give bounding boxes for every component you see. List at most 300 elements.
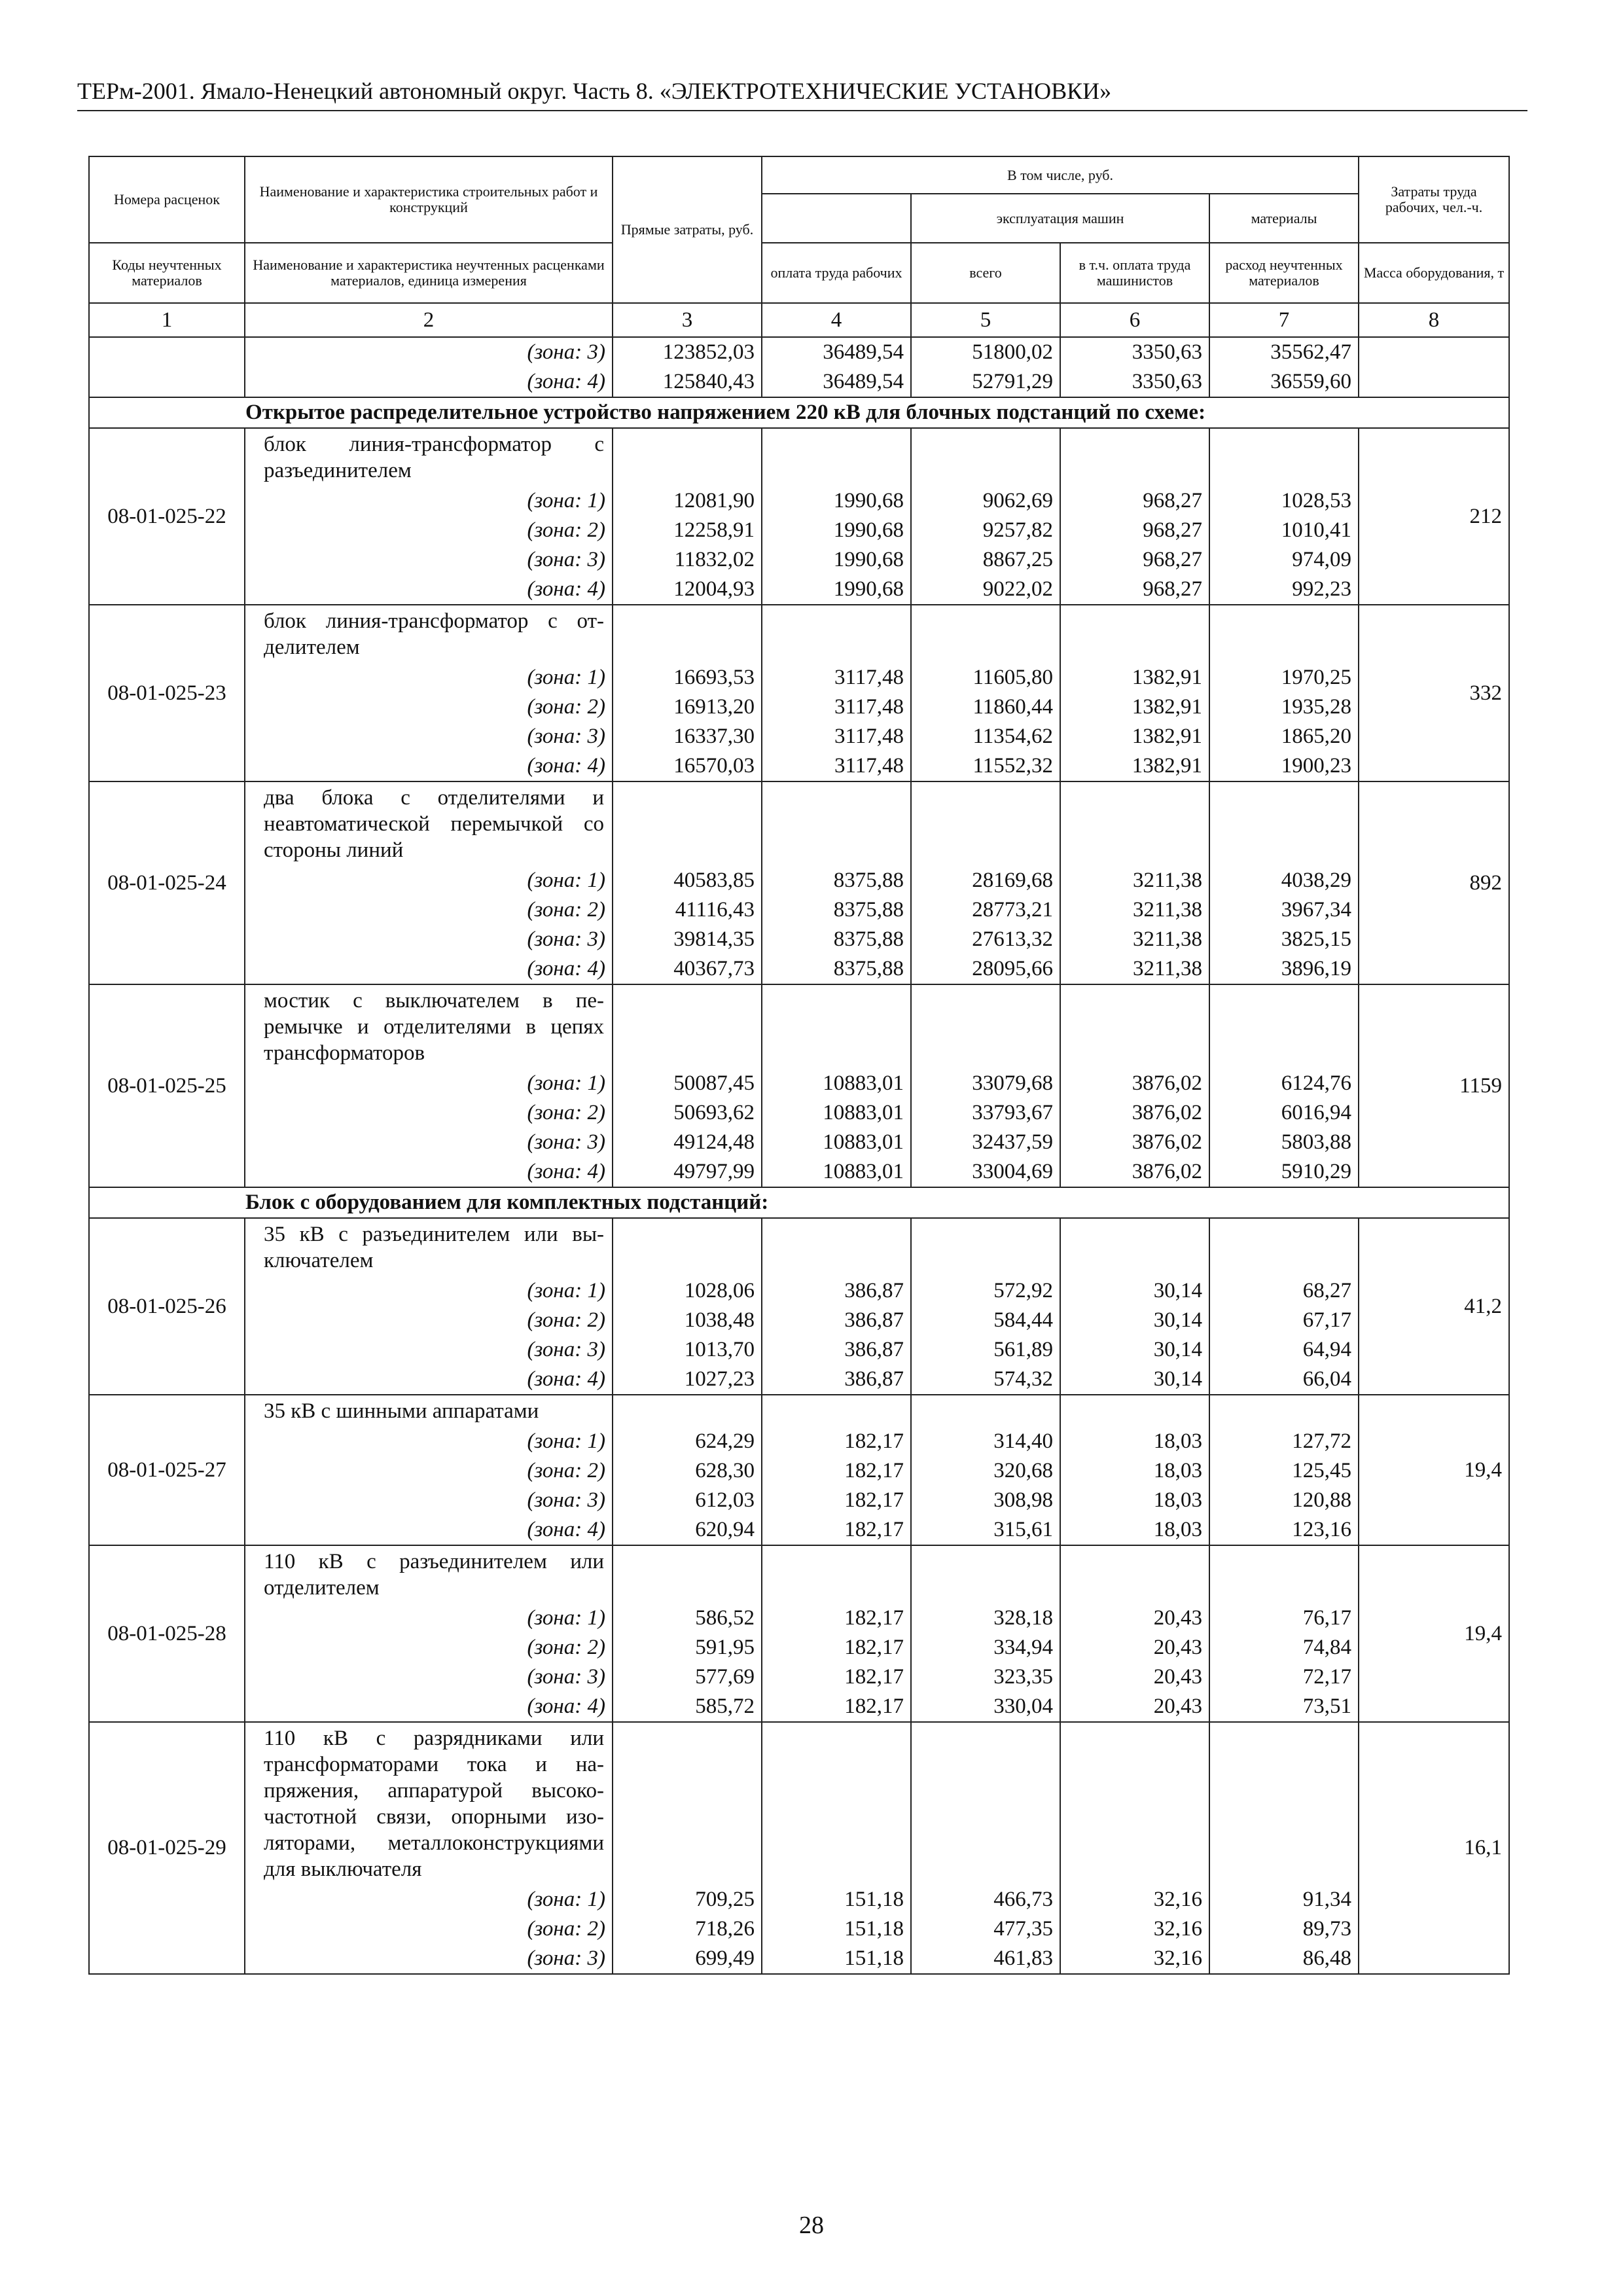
zone-label: (зона: 2) [245,1456,613,1486]
labor-pay: 1990,68 [762,575,911,605]
machines-total: 11552,32 [911,751,1060,781]
rate-code: 08-01-025-26 [89,1218,245,1395]
labor-pay: 10883,01 [762,1128,911,1157]
direct-costs: 718,26 [613,1914,762,1944]
operators-pay: 1382,91 [1060,692,1209,722]
blank-cell [1209,781,1359,866]
direct-costs: 612,03 [613,1486,762,1515]
labor-pay: 3117,48 [762,751,911,781]
direct-costs: 12081,90 [613,486,762,516]
zone-label: (зона: 1) [245,486,613,516]
blank-cell [1060,1395,1209,1427]
zone-row [89,1098,1509,1128]
blank-cell [1209,984,1359,1069]
zone-row [89,1914,1509,1944]
direct-costs: 628,30 [613,1456,762,1486]
operators-pay: 3350,63 [1060,367,1209,397]
labor-pay: 182,17 [762,1456,911,1486]
blank-cell [911,1218,1060,1276]
materials-cost: 3967,34 [1209,895,1359,925]
blank-cell [762,781,911,866]
zone-label: (зона: 2) [245,1306,613,1335]
labor-costs: 332 [1359,605,1509,781]
zone-row [89,516,1509,545]
direct-costs: 1028,06 [613,1276,762,1306]
table-header [89,156,1509,337]
blank-cell [762,1395,911,1427]
labor-costs: 19,4 [1359,1545,1509,1722]
operators-pay: 30,14 [1060,1276,1209,1306]
column-number: 8 [1359,303,1509,337]
labor-pay: 8375,88 [762,895,911,925]
blank-cell [1060,1218,1209,1276]
labor-pay: 386,87 [762,1365,911,1395]
section-row [89,397,1509,428]
operators-pay: 3211,38 [1060,866,1209,895]
blank-cell [911,1545,1060,1604]
machines-total: 466,73 [911,1885,1060,1914]
zone-label: (зона: 3) [245,1944,613,1974]
materials-cost: 68,27 [1209,1276,1359,1306]
labor-costs: 41,2 [1359,1218,1509,1395]
column-number: 7 [1209,303,1359,337]
zone-label: (зона: 4) [245,367,613,397]
direct-costs: 40583,85 [613,866,762,895]
work-description: мостик с выключателем в перемычке и отделителями в цепях трансформаторов [245,984,613,1069]
labor-pay: 386,87 [762,1335,911,1365]
direct-costs: 50087,45 [613,1069,762,1098]
zone-label: (зона: 3) [245,545,613,575]
zone-row [89,1662,1509,1692]
zone-label: (зона: 2) [245,1098,613,1128]
blank-cell [613,1545,762,1604]
materials-cost: 1900,23 [1209,751,1359,781]
operators-pay: 968,27 [1060,486,1209,516]
zone-row [89,1306,1509,1335]
zone-label: (зона: 4) [245,1365,613,1395]
rate-code: 08-01-025-28 [89,1545,245,1722]
direct-costs: 40367,73 [613,954,762,984]
zone-row [89,1128,1509,1157]
work-description: блок линия-трансформатор с разъединителем [245,428,613,486]
materials-header: материалы [1209,194,1359,243]
blank-cell [613,428,762,486]
labor-pay: 3117,48 [762,692,911,722]
machines-total: 11354,62 [911,722,1060,751]
zone-label: (зона: 1) [245,1885,613,1914]
labor-costs [1359,337,1509,397]
labor-pay: 1990,68 [762,516,911,545]
work-description: 110 кВ с разрядниками или трансформаторами тока и напряжения, аппаратурой высокочастотной связи, опорными изоляторами, металлоконструкциями для выключателя [245,1722,613,1885]
zone-label: (зона: 1) [245,866,613,895]
rate-code: 08-01-025-22 [89,428,245,605]
materials-cost: 1010,41 [1209,516,1359,545]
operators-pay: 32,16 [1060,1914,1209,1944]
machines-total: 323,35 [911,1662,1060,1692]
labor-costs: 16,1 [1359,1722,1509,1974]
materials-cost: 6016,94 [1209,1098,1359,1128]
machines-total: 28773,21 [911,895,1060,925]
operators-pay: 20,43 [1060,1633,1209,1662]
materials-cost: 3896,19 [1209,954,1359,984]
labor-pay: 386,87 [762,1276,911,1306]
machines-total: 32437,59 [911,1128,1060,1157]
zone-row [89,1885,1509,1914]
labor-costs: 892 [1359,781,1509,984]
materials-cost: 5910,29 [1209,1157,1359,1187]
direct-costs: 49797,99 [613,1157,762,1187]
materials-cost: 6124,76 [1209,1069,1359,1098]
zone-label: (зона: 4) [245,575,613,605]
machines-total: 11860,44 [911,692,1060,722]
operators-pay: 3350,63 [1060,337,1209,367]
machines-total: 9257,82 [911,516,1060,545]
unaccounted-materials-header: расход неучтенных материалов [1209,243,1359,303]
zone-row [89,895,1509,925]
direct-costs: 624,29 [613,1427,762,1456]
zone-label: (зона: 2) [245,516,613,545]
work-description: 35 кВ с разъединителем или выключателем [245,1218,613,1276]
operators-pay: 20,43 [1060,1604,1209,1633]
direct-costs: 1013,70 [613,1335,762,1365]
labor-pay: 182,17 [762,1515,911,1545]
zone-row [89,486,1509,516]
blank-cell [762,428,911,486]
direct-costs: 49124,48 [613,1128,762,1157]
zone-label: (зона: 3) [245,1486,613,1515]
labor-pay: 1990,68 [762,545,911,575]
direct-costs: 699,49 [613,1944,762,1974]
rate-code: 08-01-025-25 [89,984,245,1187]
zone-row [89,954,1509,984]
blank-cell [613,984,762,1069]
blank-cell [1060,781,1209,866]
section-title: Блок с оборудованием для комплектных подстанций: [89,1187,1509,1218]
materials-cost: 1935,28 [1209,692,1359,722]
operators-pay: 18,03 [1060,1456,1209,1486]
zone-row [89,1365,1509,1395]
zone-label: (зона: 1) [245,1604,613,1633]
machines-total: 28169,68 [911,866,1060,895]
zone-label: (зона: 4) [245,1515,613,1545]
item-row [89,1545,1509,1604]
operators-pay: 3211,38 [1060,895,1209,925]
zone-row [89,751,1509,781]
materials-cost: 66,04 [1209,1365,1359,1395]
column-number: 2 [245,303,613,337]
materials-cost: 123,16 [1209,1515,1359,1545]
labor-pay: 8375,88 [762,925,911,954]
direct-costs: 16693,53 [613,663,762,692]
blank-cell [911,428,1060,486]
direct-costs: 709,25 [613,1885,762,1914]
page-number: 28 [799,2212,824,2239]
operators-pay: 3876,02 [1060,1069,1209,1098]
zone-row [89,1604,1509,1633]
materials-cost: 64,94 [1209,1335,1359,1365]
zone-label: (зона: 3) [245,1662,613,1692]
materials-cost: 1865,20 [1209,722,1359,751]
column-number: 5 [911,303,1060,337]
labor-pay: 182,17 [762,1662,911,1692]
labor-pay: 10883,01 [762,1157,911,1187]
zone-row [89,1515,1509,1545]
direct-costs: 620,94 [613,1515,762,1545]
machines-total: 574,32 [911,1365,1060,1395]
machines-total: 51800,02 [911,337,1060,367]
col2-top-header: Наименование и характеристика строительных работ и конструкций [245,156,613,243]
labor-pay: 386,87 [762,1306,911,1335]
materials-cost: 992,23 [1209,575,1359,605]
operators-pay: 3211,38 [1060,954,1209,984]
labor-pay: 10883,01 [762,1069,911,1098]
labor-pay: 1990,68 [762,486,911,516]
direct-costs: 39814,35 [613,925,762,954]
labor-pay: 182,17 [762,1692,911,1722]
direct-costs: 1027,23 [613,1365,762,1395]
rate-code: 08-01-025-29 [89,1722,245,1974]
machines-total: 52791,29 [911,367,1060,397]
labor-costs: 19,4 [1359,1395,1509,1545]
zone-row [89,1456,1509,1486]
machines-total: 477,35 [911,1914,1060,1944]
zone-label: (зона: 2) [245,1914,613,1944]
materials-cost: 89,73 [1209,1914,1359,1944]
zone-row [89,692,1509,722]
item-row [89,1395,1509,1427]
item-row [89,1722,1509,1885]
machines-total: 315,61 [911,1515,1060,1545]
machines-total: 11605,80 [911,663,1060,692]
direct-costs: 11832,02 [613,545,762,575]
item-row [89,1218,1509,1276]
blank-cell [1060,1722,1209,1885]
zone-row [89,866,1509,895]
operators-pay: 18,03 [1060,1427,1209,1456]
running-header: ТЕРм-2001. Ямало-Ненецкий автономный округ. Часть 8. «ЭЛЕКТРОТЕХНИЧЕСКИЕ УСТАНОВКИ» [77,77,1527,111]
direct-costs: 586,52 [613,1604,762,1633]
labor-pay-header: оплата труда рабочих [762,243,911,303]
rate-code: 08-01-025-24 [89,781,245,984]
labor-pay: 182,17 [762,1633,911,1662]
materials-cost: 974,09 [1209,545,1359,575]
labor-pay: 3117,48 [762,722,911,751]
machines-total: 328,18 [911,1604,1060,1633]
blank-cell [1209,605,1359,663]
operators-pay: 968,27 [1060,516,1209,545]
materials-cost: 74,84 [1209,1633,1359,1662]
operators-pay: 1382,91 [1060,722,1209,751]
zone-row [89,1276,1509,1306]
zone-row [89,1157,1509,1187]
zone-label: (зона: 3) [245,1128,613,1157]
zone-label: (зона: 1) [245,1427,613,1456]
materials-cost: 4038,29 [1209,866,1359,895]
operators-pay: 30,14 [1060,1306,1209,1335]
machines-total: 308,98 [911,1486,1060,1515]
operators-pay: 18,03 [1060,1515,1209,1545]
operators-pay: 3876,02 [1060,1098,1209,1128]
materials-cost: 35562,47 [1209,337,1359,367]
machines-total: 9062,69 [911,486,1060,516]
item-row [89,984,1509,1069]
zone-label: (зона: 4) [245,954,613,984]
work-description: блок линия-трансформатор с отделителем [245,605,613,663]
direct-costs: 16913,20 [613,692,762,722]
column-number: 4 [762,303,911,337]
zone-row [89,1335,1509,1365]
zone-row [89,925,1509,954]
zone-row [89,545,1509,575]
including-header: В том числе, руб. [762,156,1359,194]
labor-pay: 36489,54 [762,367,911,397]
section-title: Открытое распределительное устройство напряжением 220 кВ для блочных подстанций по схеме: [89,397,1509,428]
direct-costs: 12004,93 [613,575,762,605]
operators-pay: 18,03 [1060,1486,1209,1515]
blank-cell [911,1395,1060,1427]
labor-pay: 151,18 [762,1944,911,1974]
rate-code: 08-01-025-23 [89,605,245,781]
blank-cell [1060,984,1209,1069]
machines-total: 8867,25 [911,545,1060,575]
direct-costs: 123852,03 [613,337,762,367]
zone-label: (зона: 4) [245,751,613,781]
zone-label: (зона: 3) [245,1335,613,1365]
work-description: 35 кВ с шинными аппаратами [245,1395,613,1427]
direct-costs: 16337,30 [613,722,762,751]
operators-pay-header: в т.ч. оплата труда машинистов [1060,243,1209,303]
zone-label: (зона: 1) [245,663,613,692]
blank-cell [911,984,1060,1069]
zone-label: (зона: 3) [245,722,613,751]
blank-cell [762,1218,911,1276]
materials-cost: 3825,15 [1209,925,1359,954]
operators-pay: 30,14 [1060,1365,1209,1395]
labor-costs: 212 [1359,428,1509,605]
rate-code [89,337,245,397]
operators-pay: 3211,38 [1060,925,1209,954]
machines-total: 561,89 [911,1335,1060,1365]
materials-cost: 1028,53 [1209,486,1359,516]
machines-total: 461,83 [911,1944,1060,1974]
machines-total: 314,40 [911,1427,1060,1456]
materials-cost: 86,48 [1209,1944,1359,1974]
col8-bottom-header: Масса оборудования, т [1359,243,1509,303]
rate-code: 08-01-025-27 [89,1395,245,1545]
machines-header: эксплуатация машин [911,194,1209,243]
item-row [89,428,1509,486]
materials-cost: 5803,88 [1209,1128,1359,1157]
blank-cell [911,605,1060,663]
blank-cell [911,781,1060,866]
zone-row [89,1633,1509,1662]
direct-costs: 585,72 [613,1692,762,1722]
direct-costs-header: Прямые затраты, руб. [613,156,762,303]
work-description: два блока с отделителями и неавтоматической перемычкой со стороны линий [245,781,613,866]
zone-label: (зона: 2) [245,1633,613,1662]
materials-cost: 76,17 [1209,1604,1359,1633]
col1-bottom-header: Коды неучтенных материалов [89,243,245,303]
machines-total: 28095,66 [911,954,1060,984]
operators-pay: 968,27 [1060,545,1209,575]
column-number: 6 [1060,303,1209,337]
operators-pay: 968,27 [1060,575,1209,605]
blank-cell [613,1722,762,1885]
zone-row [89,1692,1509,1722]
blank-cell [1209,428,1359,486]
operators-pay: 20,43 [1060,1692,1209,1722]
blank-cell [762,1722,911,1885]
zone-row [89,575,1509,605]
materials-cost: 67,17 [1209,1306,1359,1335]
zone-label: (зона: 3) [245,925,613,954]
blank-cell [1060,605,1209,663]
zone-row [89,722,1509,751]
item-row [89,781,1509,866]
zone-label: (зона: 3) [245,337,613,367]
labor-pay: 10883,01 [762,1098,911,1128]
operators-pay: 30,14 [1060,1335,1209,1365]
zone-row [89,663,1509,692]
zone-row [89,367,1509,397]
machines-total-header: всего [911,243,1060,303]
direct-costs: 41116,43 [613,895,762,925]
materials-cost: 120,88 [1209,1486,1359,1515]
labor-pay: 151,18 [762,1885,911,1914]
zone-label: (зона: 4) [245,1692,613,1722]
zone-label: (зона: 1) [245,1069,613,1098]
direct-costs: 16570,03 [613,751,762,781]
blank-cell [613,781,762,866]
machines-total: 330,04 [911,1692,1060,1722]
blank-cell [613,1218,762,1276]
col1-top-header: Номера расценок [89,156,245,243]
column-number: 3 [613,303,762,337]
labor-pay: 3117,48 [762,663,911,692]
materials-cost: 1970,25 [1209,663,1359,692]
direct-costs: 12258,91 [613,516,762,545]
machines-total: 27613,32 [911,925,1060,954]
operators-pay: 3876,02 [1060,1128,1209,1157]
zone-label: (зона: 1) [245,1276,613,1306]
blank-header-cell [762,194,911,243]
operators-pay: 32,16 [1060,1944,1209,1974]
machines-total: 572,92 [911,1276,1060,1306]
blank-cell [1209,1722,1359,1885]
section-row [89,1187,1509,1218]
labor-pay: 182,17 [762,1486,911,1515]
machines-total: 9022,02 [911,575,1060,605]
blank-cell [1209,1395,1359,1427]
labor-pay: 151,18 [762,1914,911,1944]
operators-pay: 1382,91 [1060,751,1209,781]
zone-row [89,1944,1509,1974]
machines-total: 33004,69 [911,1157,1060,1187]
machines-total: 33079,68 [911,1069,1060,1098]
direct-costs: 591,95 [613,1633,762,1662]
materials-cost: 36559,60 [1209,367,1359,397]
labor-pay: 8375,88 [762,954,911,984]
blank-cell [1209,1218,1359,1276]
zone-row [89,337,1509,367]
zone-label: (зона: 2) [245,895,613,925]
zone-row [89,1069,1509,1098]
direct-costs: 125840,43 [613,367,762,397]
labor-costs: 1159 [1359,984,1509,1187]
operators-pay: 32,16 [1060,1885,1209,1914]
labor-pay: 182,17 [762,1604,911,1633]
materials-cost: 125,45 [1209,1456,1359,1486]
